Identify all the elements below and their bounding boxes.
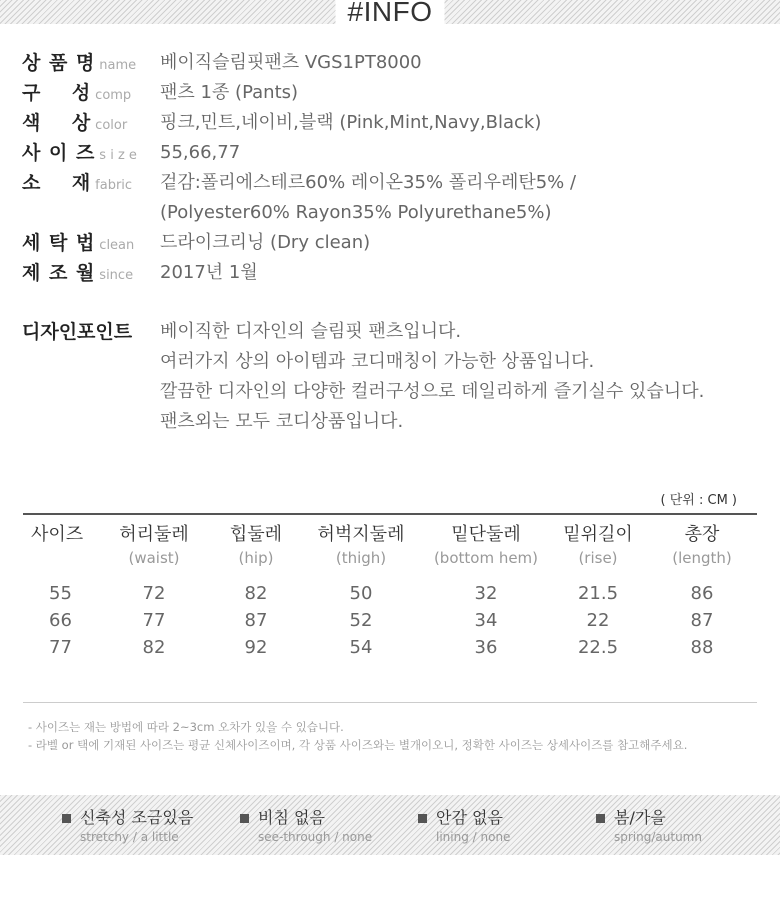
table-cell: 50 xyxy=(349,583,373,604)
info-label: 구 성 xyxy=(22,82,92,104)
info-row-color xyxy=(22,108,576,138)
feature-sublabel: lining / none xyxy=(436,830,511,844)
feature-sublabel: spring/autumn xyxy=(614,830,702,844)
table-cell: 54 xyxy=(349,637,373,658)
table-cell: 36 xyxy=(474,637,498,658)
table-cell: 66 xyxy=(49,610,72,631)
info-row-size xyxy=(22,138,576,168)
feature-label: 봄/가을 xyxy=(614,808,666,827)
info-row-fabric xyxy=(22,168,576,228)
info-row-name xyxy=(22,48,576,78)
info-row-since xyxy=(22,258,576,288)
feature-label: 안감 없음 xyxy=(436,808,503,827)
table-cell: 77 xyxy=(49,637,72,658)
page-title: #INFO xyxy=(336,0,445,30)
size-notes xyxy=(28,718,687,754)
size-table-header xyxy=(23,515,757,570)
table-row xyxy=(23,607,757,634)
table-cell: 21.5 xyxy=(577,583,619,604)
table-cell: 52 xyxy=(349,610,373,631)
square-bullet-icon xyxy=(240,814,249,823)
feature-stretch xyxy=(62,807,193,845)
table-cell: 34 xyxy=(474,610,498,631)
design-point-label: 디자인포인트 xyxy=(22,321,133,343)
table-cell: 87 xyxy=(244,610,268,631)
table-cell: 22 xyxy=(586,610,610,631)
unit-label: ( 단위 : CM ) xyxy=(660,493,737,508)
col-header: 허리둘레 (waist) xyxy=(119,524,189,567)
feature-label: 비침 없음 xyxy=(258,808,325,827)
table-cell: 22.5 xyxy=(577,637,619,658)
info-label: 소 재 xyxy=(22,172,92,194)
feature-season xyxy=(596,807,702,845)
info-label-en: comp xyxy=(95,88,132,103)
info-label-en: clean xyxy=(99,238,135,253)
fabric-line: 겉감:폴리에스테르60% 레이온35% 폴리우레탄5% / xyxy=(160,172,577,193)
table-cell: 87 xyxy=(690,610,714,631)
info-label-en: name xyxy=(99,58,137,73)
info-label-en: since xyxy=(99,268,134,283)
info-value: 드라이크리닝 (Dry clean) xyxy=(160,232,371,253)
design-point-line: 베이직한 디자인의 슬림핏 팬츠입니다. xyxy=(160,321,462,342)
feature-seethrough xyxy=(240,807,372,845)
info-value: 55,66,77 xyxy=(160,142,241,163)
info-label-en: color xyxy=(95,118,128,133)
info-label-en: fabric xyxy=(95,178,133,193)
col-header: 총장 (length) xyxy=(672,524,732,567)
table-cell: 82 xyxy=(142,637,166,658)
table-cell: 82 xyxy=(244,583,268,604)
col-header: 허벅지둘레 (thigh) xyxy=(317,524,405,567)
table-cell: 86 xyxy=(690,583,714,604)
header-stripe-bar xyxy=(0,0,780,27)
size-table xyxy=(23,513,757,661)
note-line: - 사이즈는 재는 방법에 따라 2~3cm 오차가 있을 수 있습니다. xyxy=(28,720,344,734)
info-label: 제 조 월 xyxy=(22,262,96,284)
table-row xyxy=(23,570,757,607)
info-label-en: s i z e xyxy=(99,148,137,163)
design-point-line: 팬츠외는 모두 코디상품입니다. xyxy=(160,411,404,432)
table-cell: 55 xyxy=(49,583,72,604)
info-value: 베이직슬림핏팬츠 VGS1PT8000 xyxy=(160,52,422,73)
feature-sublabel: stretchy / a little xyxy=(80,830,179,844)
square-bullet-icon xyxy=(596,814,605,823)
col-header: 밑단둘레 (bottom hem) xyxy=(433,524,539,567)
product-info xyxy=(22,48,576,288)
table-cell: 32 xyxy=(474,583,498,604)
square-bullet-icon xyxy=(62,814,71,823)
info-row-clean xyxy=(22,228,576,258)
col-header: 밑위길이 (rise) xyxy=(563,524,633,567)
col-header: 사이즈 xyxy=(31,524,84,545)
fabric-line: (Polyester60% Rayon35% Polyurethane5%) xyxy=(160,202,552,223)
feature-bar xyxy=(0,795,780,855)
table-cell: 88 xyxy=(690,637,714,658)
table-cell: 77 xyxy=(142,610,166,631)
info-row-comp xyxy=(22,78,576,108)
design-point-line: 여러가지 상의 아이템과 코디매칭이 가능한 상품입니다. xyxy=(160,351,595,372)
col-header: 힙둘레 (hip) xyxy=(229,524,283,567)
info-value: 2017년 1월 xyxy=(160,262,258,283)
info-value: 팬츠 1종 (Pants) xyxy=(160,82,299,103)
table-row xyxy=(23,634,757,661)
info-value: 핑크,민트,네이비,블랙 (Pink,Mint,Navy,Black) xyxy=(160,112,542,133)
square-bullet-icon xyxy=(418,814,427,823)
table-cell: 92 xyxy=(244,637,268,658)
feature-label: 신축성 조금있음 xyxy=(80,808,194,827)
info-label: 상 품 명 xyxy=(22,52,96,74)
info-label: 세 탁 법 xyxy=(22,232,96,254)
info-label: 사 이 즈 xyxy=(22,142,96,164)
table-cell: 72 xyxy=(142,583,166,604)
feature-lining xyxy=(418,807,510,845)
design-point-line: 깔끔한 디자인의 다양한 컬러구성으로 데일리하게 즐기실수 있습니다. xyxy=(160,381,705,402)
feature-sublabel: see-through / none xyxy=(258,830,373,844)
table-bottom-divider xyxy=(23,702,757,703)
design-point xyxy=(22,317,704,437)
note-line: - 라벨 or 택에 기재된 사이즈는 평균 신체사이즈이며, 각 상품 사이즈와는 별개이오니, 정확한 사이즈는 상세사이즈를 참고해주세요. xyxy=(28,738,688,752)
info-label: 색 상 xyxy=(22,112,92,134)
